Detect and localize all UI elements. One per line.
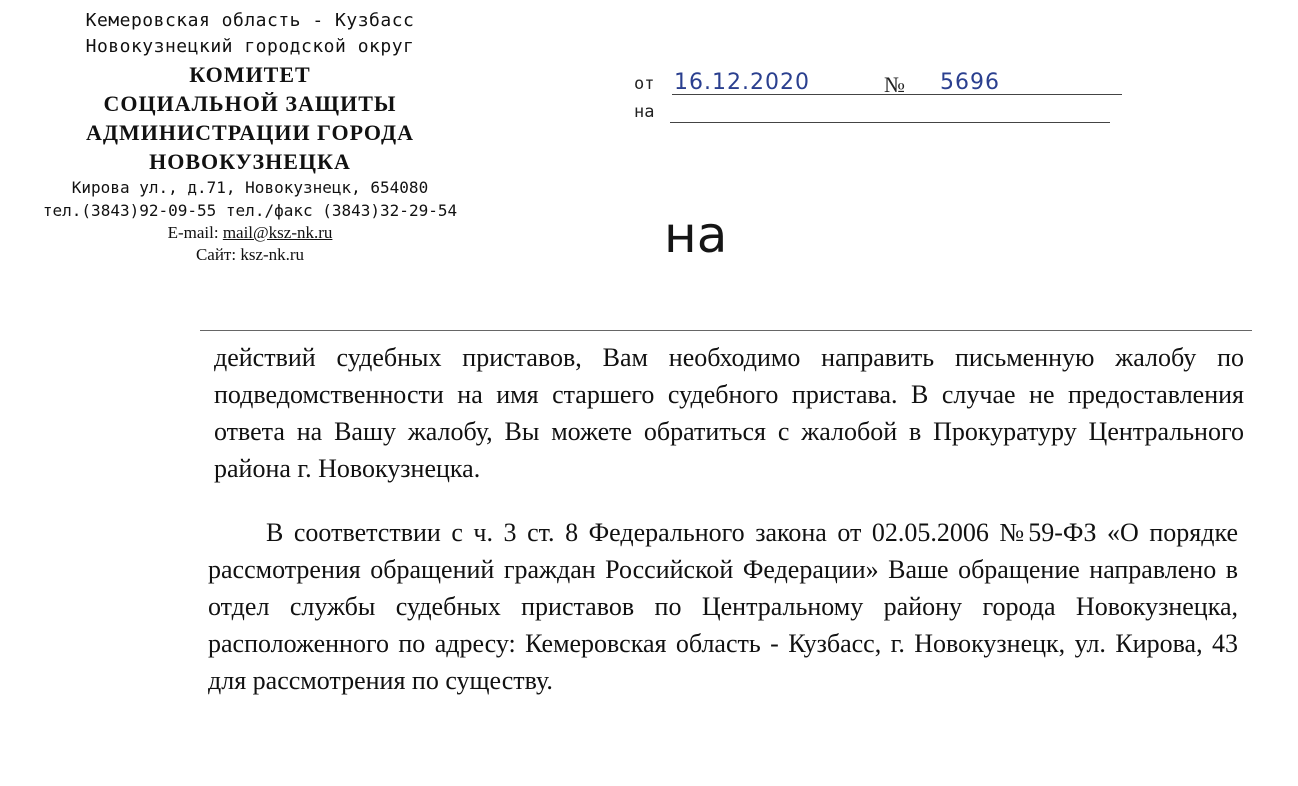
letterhead-address: Кирова ул., д.71, Новокузнецк, 654080: [71, 178, 429, 197]
reference-to-row: [634, 100, 1134, 128]
reference-block: [634, 72, 1134, 128]
letterhead-district: Новокузнецкий городской округ: [85, 36, 415, 57]
letterhead-phones: тел.(3843)92-09-55 тел./факс (3843)32-29-54: [42, 201, 458, 220]
letterhead: [0, 8, 500, 266]
org-name-line-1: КОМИТЕТ: [189, 62, 311, 87]
from-label: от: [634, 74, 655, 94]
email-link[interactable]: mail@ksz-nk.ru: [222, 223, 333, 242]
letterhead-site: Сайт: ksz-nk.ru: [195, 245, 305, 264]
letterhead-email: [0, 222, 500, 244]
stamp-na: на: [664, 206, 728, 264]
number-sign: №: [884, 72, 905, 97]
org-name-line-3: АДМИНИСТРАЦИИ ГОРОДА: [86, 120, 414, 145]
to-label: на: [634, 102, 655, 122]
handwritten-number: 5696: [940, 70, 1000, 95]
letterhead-region: Кемеровская область - Кузбасс: [85, 10, 415, 31]
scan-crease-line: [200, 330, 1252, 331]
body-paragraph-1: действий судебных приставов, Вам необходимо направить письменную жалобу по подведомственности на имя старшего судебного пристава. В случае не предоставления ответа на Вашу жалобу, Вы можете обратиться с жалобой в Прокуратуру Центрального района г. Новокузнецка.: [214, 343, 1244, 483]
body-paragraph-2: В соответствии с ч. 3 ст. 8 Федерального закона от 02.05.2006 №59-ФЗ «О порядке рассмотрения обращений граждан Российской Федерации» Ваше обращение направлено в отдел службы судебных приставов по Центральному району города Новокузнецка, расположенного по адресу: Кемеровская область - Кузбасс, г. Новокузнецк, ул. Кирова, 43 для рассмотрения по существу.: [208, 518, 1238, 695]
from-underline: [672, 94, 1122, 95]
reference-from-row: [634, 72, 1134, 100]
to-underline: [670, 122, 1110, 123]
handwritten-date: 16.12.2020: [674, 70, 810, 95]
org-name-line-4: НОВОКУЗНЕЦКА: [149, 149, 351, 174]
org-name-line-2: СОЦИАЛЬНОЙ ЗАЩИТЫ: [103, 91, 397, 116]
email-label: E-mail:: [167, 223, 223, 242]
